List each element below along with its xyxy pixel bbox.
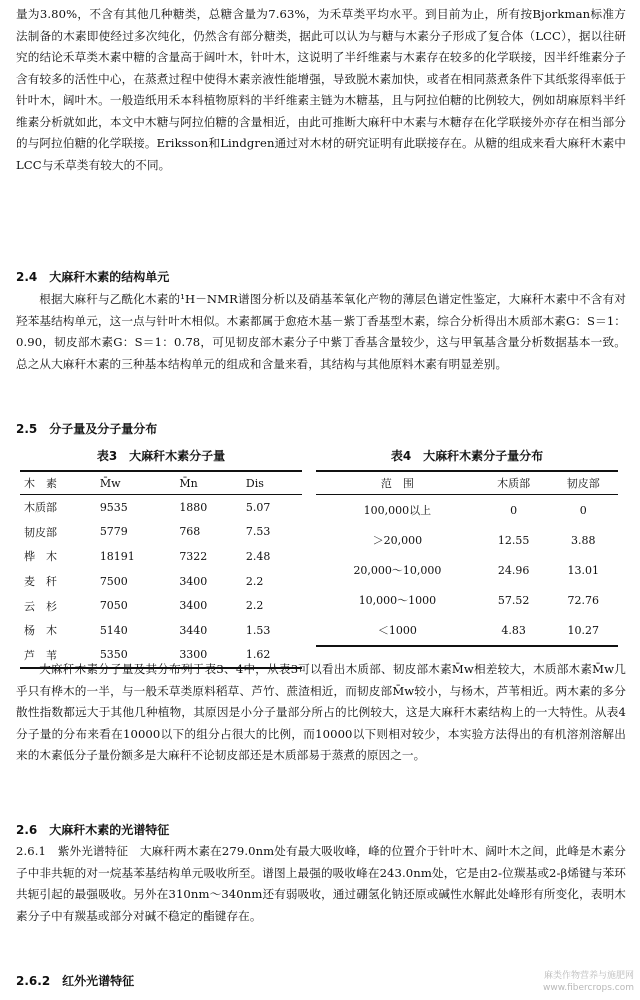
table-cell: 芦 苇 [20, 643, 96, 669]
table-3-header: 木 素 [20, 471, 96, 495]
table-cell: 韧皮部 [24, 525, 57, 539]
table-cell: 24.96 [497, 563, 530, 577]
table-row [20, 593, 302, 618]
table-3-header: M̄w [96, 471, 176, 495]
table-3-header: Dis [242, 471, 302, 495]
table-cell: 杨 木 [24, 624, 57, 638]
table-3-block [20, 447, 302, 669]
table-cell: 3300 [175, 643, 242, 669]
table-cell: 云 杉 [24, 599, 57, 613]
table-cell: 3.88 [570, 533, 596, 547]
table-cell: 4.83 [479, 615, 549, 646]
table-cell: 桦 木 [24, 550, 57, 564]
paragraph-sugar-composition: 量为3.80%，不含有其他几种糖类，总糖含量为7.63%，为禾草类平均水平。到目前为止，所有按Bjorkman标准方法制备的木素即使经过多次纯化，仍然含有部分糖类，据此可以认为与糖与木素分子形成了复合体（LCC），据以往研究的结论禾草类木素中糖的含量高于阔叶木，针叶木，这说明了半纤维素与木素存在较多的化学联接，因半纤维素分子含有较多的活性中心，在蒸煮过程中使得木素亲液性能增强，导致脱木素加快，或者在相同蒸煮条件下其纸浆得率低于针叶木，阔叶木。一般造纸用禾本科植物原料的半纤维素主链为木糖基，且与阿拉伯糖的比例较大，例如胡麻原料半纤维素分析就如此，本文中木糖与阿拉伯糖的含量相近，由此可推断大麻秆中木素与木糖存在化学联接外亦存在相当部分的与阿拉伯糖的化学联接。Eriksson和Lindgren通过对木材的研究证明有此联接存在。从糖的组成来看大麻秆木素中LCC与禾草类有较大的不同。 [16, 7, 626, 172]
table-cell: 3440 [179, 623, 208, 637]
table-row [20, 495, 302, 520]
table-4 [316, 470, 618, 647]
table-cell: ＞20,000 [372, 534, 423, 547]
table-cell: 768 [179, 525, 201, 539]
table-cell: 13.01 [567, 563, 599, 577]
table-row [20, 569, 302, 594]
table-cell: 1.62 [242, 643, 302, 669]
table-cell: 麦 秆 [24, 575, 57, 589]
table-row [20, 618, 302, 643]
table-3-caption: 表3 大麻秆木素分子量 [96, 449, 226, 463]
table-cell: 5140 [99, 623, 128, 637]
table-cell: 7322 [179, 549, 208, 563]
table-cell: 5779 [99, 525, 128, 539]
table-cell: 57.52 [497, 593, 530, 607]
table-3 [20, 470, 302, 669]
table-cell: 3400 [179, 574, 208, 588]
table-cell: 3400 [179, 599, 208, 613]
table-4-block [316, 447, 618, 647]
paragraph-structural-units: 根据大麻秆与乙酰化木素的¹H－NMR谱图分析以及硝基苯氧化产物的薄层色谱定性鉴定，大麻秆木素中不含有对羟苯基结构单元，这一点与针叶木相似。木素都属于愈疮木基－紫丁香基型木素，综合分析得出木质部木素G：S＝1：0.90，韧皮部木素G：S＝1：0.78，可见韧皮部木素分子中紫丁香基含量较少，这与甲氧基含量分析数据基本一致。总之从大麻秆木素的三种基本结构单元的组成和含量来看，其结构与其他原料木素有明显差别。 [16, 292, 626, 371]
table-cell: 10.27 [548, 615, 618, 646]
table-cell: 20,000～10,000 [353, 564, 442, 577]
table-cell: 100,000以上 [363, 504, 432, 517]
table-row [20, 520, 302, 545]
table-cell: 0 [510, 503, 518, 517]
table-cell: 5350 [96, 643, 176, 669]
table-row [316, 525, 618, 555]
table-cell: 72.76 [567, 593, 599, 607]
paragraph-uv-spectrum: 2.6.1 紫外光谱特征 大麻秆两木素在279.0nm处有最大吸收峰，峰的位置介于针叶木、阔叶木之间，此峰是木素分子中非共轭的对一烷基苯基结构单元吸收所至。谱图上最强的吸收峰在243.0nm处，它是由2-位羰基或2-β烯键与苯环共轭引起的最强吸收。另外在310nm～340nm还有弱吸收，通过硼氢化钠还原或碱性水解此处峰形有所变化，表明木素分子中有羰基或部分对碱不稳定的酯键存在。 [16, 844, 626, 923]
table-row [316, 585, 618, 615]
table-cell: 2.2 [245, 599, 264, 613]
table-cell: 2.48 [245, 549, 271, 563]
table-row [316, 555, 618, 585]
table-cell: 木质部 [24, 501, 57, 515]
table-cell: 1880 [179, 500, 208, 514]
table-cell: 7050 [99, 599, 128, 613]
table-cell: 1.53 [245, 623, 271, 637]
site-watermark [543, 970, 634, 994]
table-cell: 7500 [99, 574, 128, 588]
table-4-header: 范 围 [316, 471, 479, 495]
section-heading-2-6-2: 2.6.2 红外光谱特征 [16, 974, 135, 988]
table-cell: 0 [579, 503, 587, 517]
table-cell: 9535 [99, 500, 128, 514]
table-row [20, 544, 302, 569]
table-cell: 18191 [99, 549, 135, 563]
table-cell: 5.07 [245, 500, 271, 514]
table-cell: 7.53 [245, 525, 271, 539]
section-heading-2-4: 2.4 大麻秆木素的结构单元 [16, 270, 170, 284]
table-cell: ＜1000 [316, 615, 479, 646]
table-cell: 2.2 [245, 574, 264, 588]
table-3-header: M̄n [175, 471, 242, 495]
section-heading-2-6: 2.6 大麻秆木素的光谱特征 [16, 823, 170, 837]
table-4-caption: 表4 大麻秆木素分子量分布 [390, 449, 544, 463]
table-cell: 10,000～1000 [358, 594, 437, 607]
table-row [316, 615, 618, 646]
paragraph-molecular-weight: 大麻秆木素分子量及其分布列于表3、4中，从表3可以看出木质部、韧皮部木素M̄w相差较大，木质部木素M̄w几乎只有桦木的一半，与一般禾草类原料稻草、芦竹、蔗渣相近，而韧皮部M̄w较小，与杨木，芦苇相近。两木素的多分散性指数都远大于其他几种植物，其原因是小分子量部分所占的比例较大，这是大麻秆木素结构上的一大特性。从表4分子量的分布来看在10000以下的组分占很大的比例，而10000以下则相对较少，本实验方法得出的有机溶剂溶解出来的木素低分子量份额多是大麻秆不论韧皮部还是木质部易于蒸煮的原因之一。 [16, 662, 626, 762]
table-4-header: 木质部 [479, 471, 549, 495]
table-4-header: 韧皮部 [548, 471, 618, 495]
table-cell: 12.55 [497, 533, 530, 547]
section-heading-2-5: 2.5 分子量及分子量分布 [16, 422, 158, 436]
watermark-url: www.fibercrops.com [543, 983, 634, 993]
table-row [316, 495, 618, 526]
watermark-title: 麻类作物营养与施肥网 [543, 971, 634, 981]
